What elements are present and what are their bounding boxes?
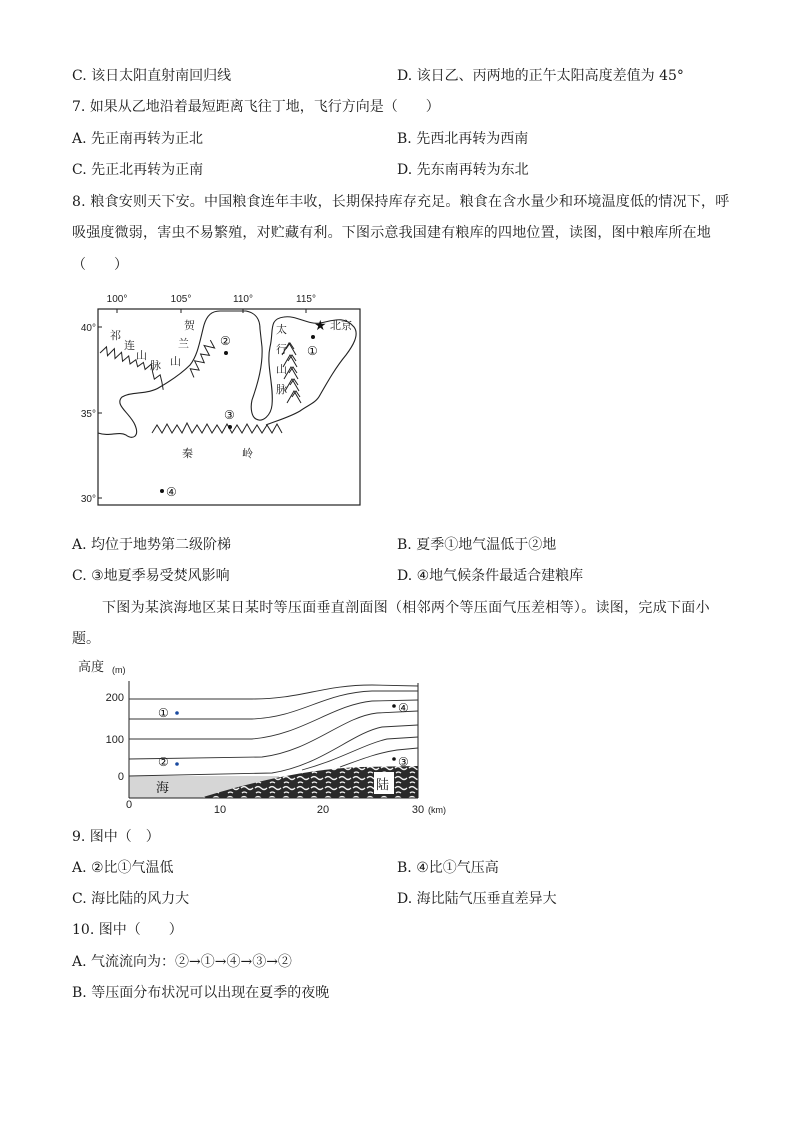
lon-label-115: 115° (296, 294, 316, 305)
q7-option-c: C. 先正北再转为正南 (72, 162, 204, 178)
capital-star-icon: ★ (314, 317, 327, 333)
q8-option-c: C. ③地夏季易受焚风影响 (72, 568, 230, 584)
q8-stem-line1: 8. 粮食安则天下安。中国粮食连年丰收，长期保持库存充足。粮食在含水量少和环境温度低的情况下，呼 (72, 194, 730, 210)
point-2-label: ② (220, 334, 231, 348)
q7-option-d: D. 先东南再转为东北 (397, 162, 529, 178)
lat-label-35: 35° (80, 409, 96, 420)
y-axis-unit: (m) (112, 665, 126, 675)
chart-point-4-label: ④ (398, 701, 409, 715)
helan-char-2: 兰 (178, 338, 189, 350)
taihang-char-4: 脉 (276, 384, 287, 396)
helan-char-3: 山 (170, 356, 181, 368)
q9-option-d: D. 海比陆气压垂直差异大 (397, 891, 557, 907)
chart-point-1-label: ① (158, 706, 169, 720)
section-intro-line1: 下图为某滨海地区某日某时等压面垂直剖面图（相邻两个等压面气压差相等）。读图，完成下面小 (102, 600, 710, 616)
q9-option-b: B. ④比①气压高 (397, 860, 499, 876)
qinling-char-1: 秦 (182, 448, 193, 460)
chart-point-4-marker (392, 704, 396, 708)
section-intro-line2: 题。 (72, 631, 100, 647)
point-4-label: ④ (166, 485, 177, 499)
q9-option-a: A. ②比①气温低 (72, 860, 174, 876)
lon-label-100: 100° (106, 294, 128, 305)
qilian-char-2: 连 (124, 340, 135, 352)
china-granary-map (70, 285, 380, 520)
y-tick-100: 100 (105, 734, 124, 746)
q7-option-b: B. 先西北再转为西南 (397, 131, 529, 147)
y-tick-200: 200 (105, 692, 124, 704)
q6-option-d: D. 该日乙、丙两地的正午太阳高度差值为 45° (397, 68, 684, 84)
point-3-marker (228, 425, 232, 429)
sea-label: 海 (156, 780, 170, 795)
q10-option-a: A. 气流流向为：②→①→④→③→② (72, 954, 292, 970)
x-tick-30: 30 (411, 804, 425, 816)
q7-option-a: A. 先正南再转为正北 (72, 131, 204, 147)
chart-point-1-marker (175, 711, 179, 715)
q8-option-a: A. 均位于地势第二级阶梯 (72, 537, 232, 553)
point-1-marker (311, 335, 315, 339)
q8-option-d: D. ④地气候条件最适合建粮库 (397, 568, 584, 584)
qilian-char-4: 脉 (150, 360, 161, 372)
chart-point-3-marker (392, 757, 396, 761)
qilian-char-1: 祁 (110, 330, 121, 342)
x-tick-10: 10 (213, 804, 227, 816)
q10-option-b: B. 等压面分布状况可以出现在夏季的夜晚 (72, 985, 330, 1001)
q8-stem-line3: （ ） (72, 257, 128, 273)
lon-label-105: 105° (170, 294, 192, 305)
qinling-mountains-icon (152, 423, 282, 433)
chart-point-2-label: ② (158, 755, 169, 769)
point-1-label: ① (307, 344, 318, 358)
qinling-char-2: 岭 (242, 448, 253, 460)
beijing-label: 北京 (330, 320, 352, 332)
q9-option-c: C. 海比陆的风力大 (72, 891, 190, 907)
lon-label-110: 110° (233, 294, 253, 305)
isobaric-section-chart (72, 655, 492, 820)
chart-point-3-label: ③ (398, 755, 409, 769)
qilian-char-3: 山 (136, 350, 147, 362)
taihang-char-1: 太 (276, 324, 287, 336)
q8-stem-line2: 吸强度微弱，害虫不易繁殖，对贮藏有利。下图示意我国建有粮库的四地位置，读图，图中粮库所在地 (72, 225, 711, 241)
chart-point-2-marker (175, 762, 179, 766)
q7-stem: 7. 如果从乙地沿着最短距离飞往丁地，飞行方向是（ ） (72, 99, 440, 115)
y-tick-0: 0 (117, 771, 124, 783)
lat-label-40: 40° (80, 323, 96, 334)
helan-mountains-icon (186, 339, 217, 378)
q6-option-c: C. 该日太阳直射南回归线 (72, 68, 232, 84)
q9-stem: 9. 图中（ ） (72, 829, 160, 845)
x-tick-0: 0 (125, 799, 133, 811)
x-axis-unit: (km) (428, 805, 446, 815)
q8-option-b: B. 夏季①地气温低于②地 (397, 537, 557, 553)
taihang-char-3: 山 (276, 364, 287, 376)
point-4-marker (160, 489, 164, 493)
helan-char-1: 贺 (184, 320, 195, 332)
q10-stem: 10. 图中（ ） (72, 922, 183, 938)
isobar-lines (129, 685, 418, 776)
point-3-label: ③ (224, 408, 235, 422)
taihang-char-2: 行 (276, 344, 287, 356)
y-axis-title: 高度 (78, 659, 105, 674)
land-label: 陆 (376, 777, 390, 792)
point-2-marker (224, 351, 228, 355)
x-tick-20: 20 (316, 804, 330, 816)
lat-label-30: 30° (80, 494, 96, 505)
